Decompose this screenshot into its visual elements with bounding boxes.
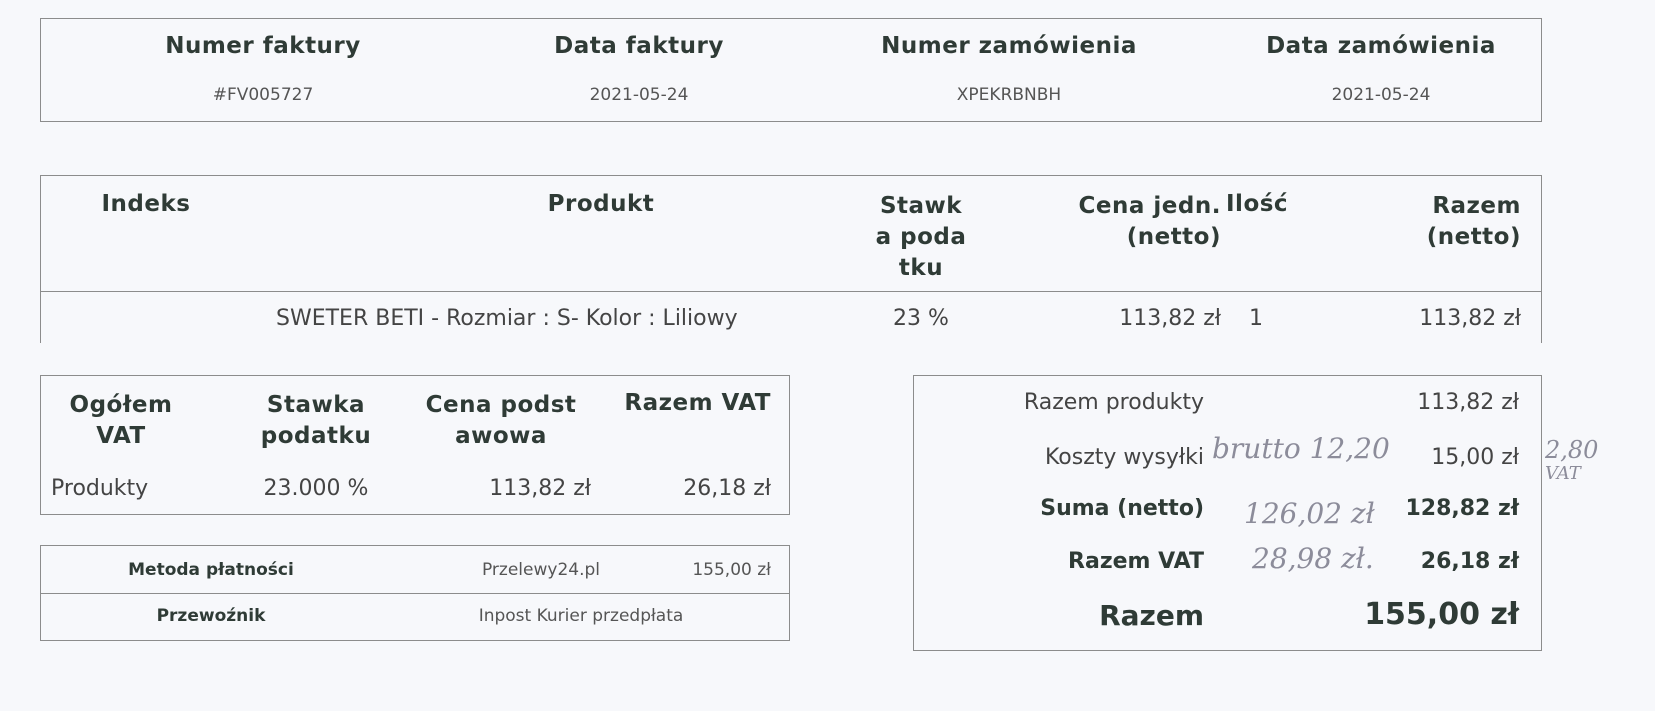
totals-net-label: Suma (netto): [1040, 496, 1204, 521]
order-date-value: 2021-05-24: [1331, 85, 1431, 105]
col-header-unit-price-line2: (netto): [1126, 224, 1221, 250]
invoice-date-label: Data faktury: [554, 33, 724, 59]
col-header-tax-rate-line3: tku: [898, 255, 944, 281]
vat-row-base: 113,82 zł: [489, 476, 591, 501]
vat-row-amount: 26,18 zł: [683, 476, 771, 501]
products-table: [40, 175, 1542, 343]
col-header-tax-rate: [861, 191, 981, 284]
col-header-unit-price-line1: Cena jedn.: [1078, 193, 1221, 219]
handwritten-shipping-note: brutto 12,20: [1212, 432, 1390, 465]
col-header-product: Produkt: [547, 191, 655, 217]
vat-header-rate-line1: Stawka: [266, 392, 366, 418]
product-unit-price: 113,82 zł: [1119, 306, 1221, 331]
handwritten-margin-note: [1545, 438, 1598, 486]
totals-grand-value: 155,00 zł: [1364, 597, 1519, 632]
payment-method-amount: 155,00 zł: [692, 560, 771, 580]
vat-header-total-line2: VAT: [96, 423, 146, 449]
vat-header-base-line2: awowa: [455, 423, 547, 449]
vat-header-total: [51, 390, 191, 452]
carrier-label: Przewoźnik: [156, 606, 266, 626]
payment-table: [40, 545, 790, 641]
product-qty: 1: [1249, 306, 1263, 331]
handwritten-vat-note: 28,98 zł.: [1252, 542, 1374, 575]
vat-header-sum: Razem VAT: [624, 390, 771, 416]
totals-shipping-label: Koszty wysyłki: [1044, 445, 1204, 470]
invoice-number-value: #FV005727: [212, 85, 314, 105]
vat-summary-table: [40, 375, 790, 515]
col-header-index: Indeks: [101, 191, 191, 217]
col-header-tax-rate-line1: Stawk: [879, 193, 963, 219]
invoice-date-value: 2021-05-24: [589, 85, 689, 105]
products-header-divider: [41, 291, 1541, 292]
totals-box: [913, 375, 1542, 651]
payment-method-value: Przelewy24.pl: [481, 560, 601, 580]
vat-row-rate: 23.000 %: [263, 476, 369, 501]
order-date-label: Data zamówienia: [1266, 33, 1496, 59]
col-header-total-line1: Razem: [1432, 193, 1521, 219]
handwritten-margin-sub: VAT: [1545, 463, 1581, 484]
vat-header-base-line1: Cena podst: [425, 392, 577, 418]
product-name: SWETER BETI - Rozmiar : S- Kolor : Liliowy: [276, 306, 738, 331]
product-tax-rate: 23 %: [893, 306, 949, 331]
totals-shipping-value: 15,00 zł: [1431, 445, 1519, 470]
totals-products-value: 113,82 zł: [1417, 390, 1519, 415]
handwritten-net-note: 126,02 zł: [1244, 497, 1375, 530]
vat-row-label: Produkty: [51, 476, 149, 501]
totals-vat-label: Razem VAT: [1068, 549, 1204, 574]
col-header-tax-rate-line2: a poda: [875, 224, 967, 250]
vat-header-base: [411, 390, 591, 452]
payment-method-label: Metoda płatności: [128, 560, 294, 580]
totals-vat-value: 26,18 zł: [1420, 549, 1519, 574]
payment-divider: [41, 593, 789, 594]
col-header-unit-price: [1001, 191, 1221, 253]
col-header-total-line2: (netto): [1426, 224, 1521, 250]
carrier-value: Inpost Kurier przedpłata: [478, 606, 684, 626]
vat-header-rate: [241, 390, 391, 452]
col-header-qty: Ilość: [1226, 191, 1289, 217]
totals-products-label: Razem produkty: [1023, 390, 1204, 415]
handwritten-margin-value: 2,80: [1545, 436, 1599, 464]
totals-grand-label: Razem: [1099, 599, 1204, 632]
product-total: 113,82 zł: [1419, 306, 1521, 331]
vat-header-total-line1: Ogółem: [69, 392, 173, 418]
order-number-label: Numer zamówienia: [881, 33, 1137, 59]
invoice-header-box: [40, 18, 1542, 122]
order-number-value: XPEKRBNBH: [956, 85, 1062, 105]
totals-net-value: 128,82 zł: [1405, 496, 1519, 521]
invoice-number-label: Numer faktury: [165, 33, 361, 59]
vat-header-rate-line2: podatku: [260, 423, 372, 449]
col-header-total: [1321, 191, 1521, 253]
